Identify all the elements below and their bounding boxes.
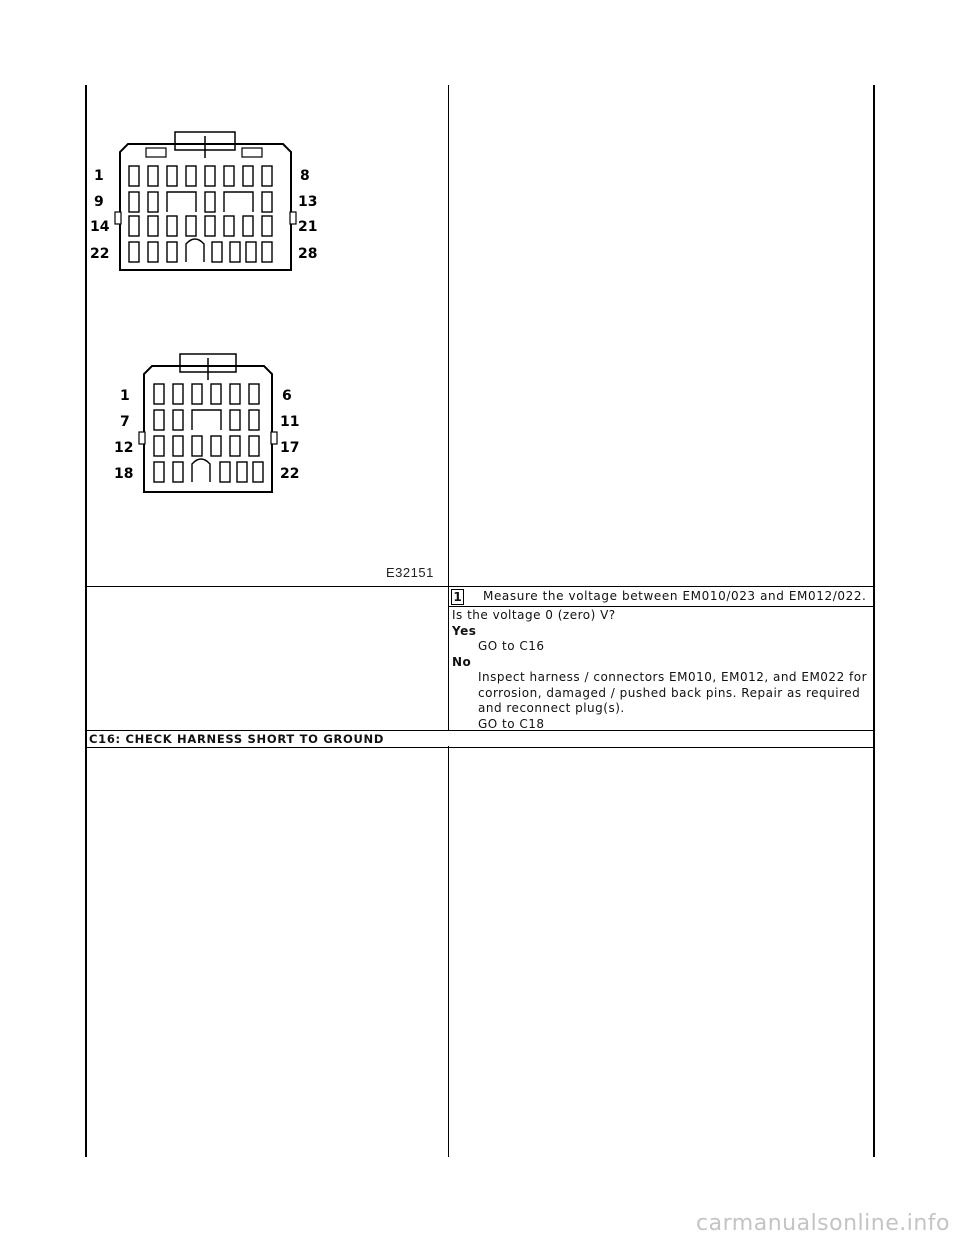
pin-label: 14 bbox=[90, 219, 110, 235]
pin-label: 18 bbox=[114, 466, 134, 482]
step-number: 1 bbox=[451, 589, 464, 605]
yes-action: GO to C16 bbox=[478, 639, 545, 653]
pin-label: 22 bbox=[90, 246, 110, 262]
no-action: GO to C18 bbox=[478, 716, 545, 731]
table-row-divider bbox=[86, 586, 449, 587]
connector-22-pin-diagram bbox=[112, 350, 312, 500]
table-column-divider-bottom bbox=[448, 746, 449, 1157]
no-instruction-line: Inspect harness / connectors EM010, EM012, and EM022 for bbox=[478, 670, 868, 684]
pin-label: 6 bbox=[282, 388, 292, 404]
pin-label: 7 bbox=[120, 414, 130, 430]
yes-label: Yes bbox=[452, 623, 477, 638]
section-title: C16: CHECK HARNESS SHORT TO GROUND bbox=[89, 732, 385, 746]
pin-label: 21 bbox=[298, 219, 318, 235]
pin-label: 11 bbox=[280, 414, 300, 430]
no-instruction-line: corrosion, damaged / pushed back pins. Repair as required bbox=[478, 685, 861, 700]
pin-label: 13 bbox=[298, 194, 318, 210]
watermark: carmanualsonline.info bbox=[696, 1211, 950, 1236]
question-prompt: Is the voltage 0 (zero) V? bbox=[452, 608, 616, 622]
pin-label: 12 bbox=[114, 440, 134, 456]
pin-label: 17 bbox=[280, 440, 300, 456]
table-column-divider-top bbox=[448, 85, 449, 730]
pin-label: 1 bbox=[94, 168, 104, 184]
test-step-row bbox=[449, 586, 874, 607]
pin-label: 22 bbox=[280, 466, 300, 482]
figure-code: E32151 bbox=[386, 565, 434, 580]
table-right-border bbox=[873, 85, 875, 1157]
pin-label: 28 bbox=[298, 246, 318, 262]
pin-label: 1 bbox=[120, 388, 130, 404]
section-header bbox=[86, 730, 874, 748]
pin-label: 8 bbox=[300, 168, 310, 184]
no-label: No bbox=[452, 654, 472, 669]
table-left-border bbox=[85, 85, 87, 1157]
connector-28-pin-diagram bbox=[88, 128, 328, 278]
no-instruction-line: and reconnect plug(s). bbox=[478, 701, 625, 715]
test-question-block bbox=[452, 608, 872, 732]
pin-label: 9 bbox=[94, 194, 104, 210]
step-instruction: Measure the voltage between EM010/023 and EM012/022. bbox=[483, 589, 867, 603]
